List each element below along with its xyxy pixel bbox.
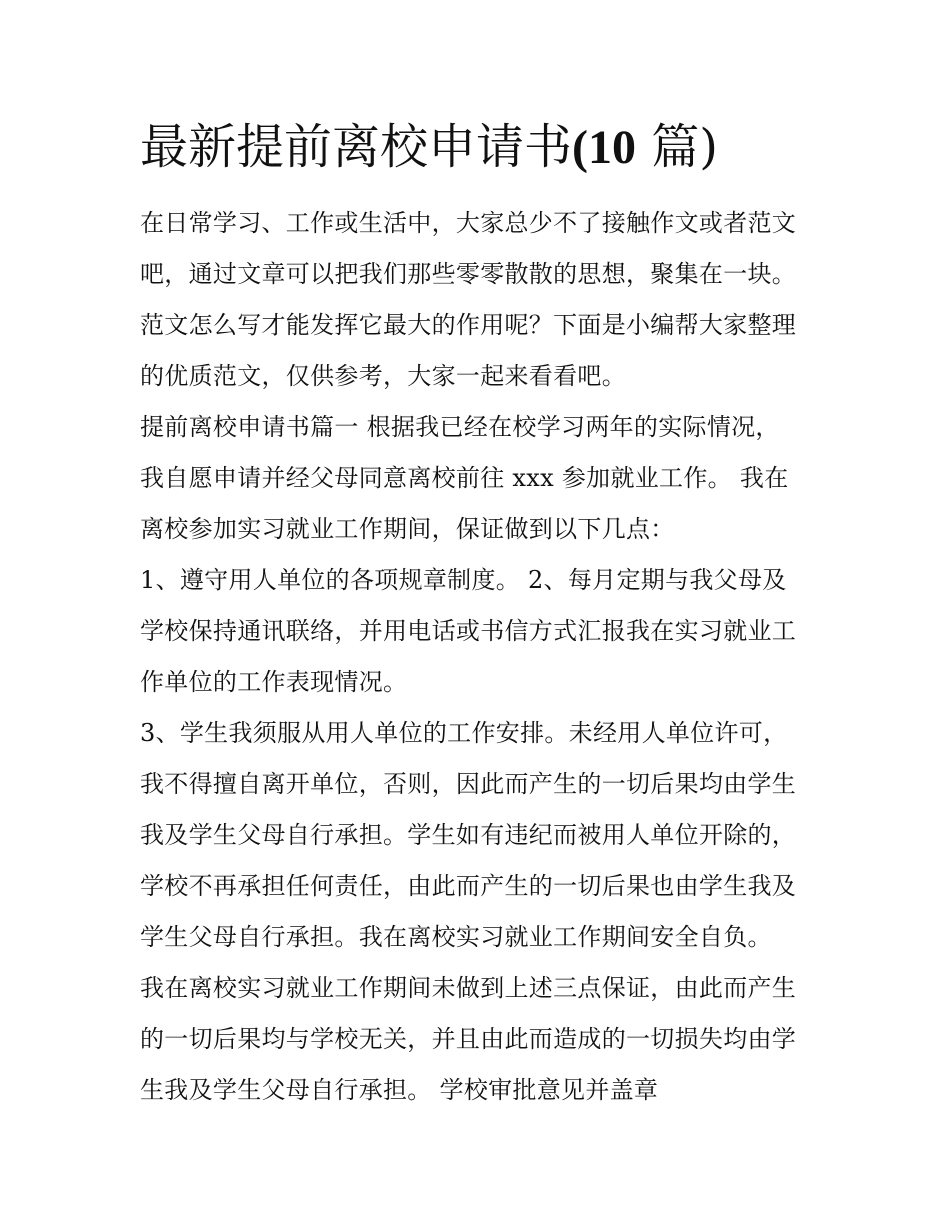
title-text: 最新提前离校申请书 bbox=[140, 119, 573, 175]
text-line: 吧，通过文章可以把我们那些零零散散的思想，聚集在一块。 bbox=[140, 260, 797, 288]
text-line: 的一切后果均与学校无关，并且由此而造成的一切损失均由学 bbox=[140, 1025, 797, 1053]
text-line: 在日常学习、工作或生活中，大家总少不了接触作文或者范文 bbox=[140, 209, 797, 237]
text-line: 1、遵守用人单位的各项规章制度。 2、每月定期与我父母及 bbox=[140, 566, 787, 594]
text-line: 作单位的工作表现情况。 bbox=[140, 668, 408, 696]
text-line: 学校保持通讯联络，并用电话或书信方式汇报我在实习就业工 bbox=[140, 617, 797, 645]
text-line: 离校参加实习就业工作期间，保证做到以下几点： bbox=[140, 515, 675, 543]
title-suffix: 篇) bbox=[636, 119, 718, 175]
text-line: 学生父母自行承担。我在离校实习就业工作期间安全自负。 bbox=[140, 923, 772, 951]
text-line: 的优质范文，仅供参考，大家一起来看看吧。 bbox=[140, 362, 626, 390]
text-line: 生我及学生父母自行承担。 学校审批意见并盖章 bbox=[140, 1076, 659, 1104]
text-line: 范文怎么写才能发挥它最大的作用呢？下面是小编帮大家整理 bbox=[140, 311, 797, 339]
text-line: 我及学生父母自行承担。学生如有违纪而被用人单位开除的， bbox=[140, 821, 797, 849]
document-body bbox=[140, 198, 820, 1116]
text-line: 学校不再承担任何责任，由此而产生的一切后果也由学生我及 bbox=[140, 872, 797, 900]
text-line: 提前离校申请书篇一 根据我已经在校学习两年的实际情况， bbox=[140, 413, 780, 441]
title-count: (10 bbox=[572, 121, 636, 174]
text-line: 3、学生我须服从用人单位的工作安排。未经用人单位许可， bbox=[140, 719, 788, 747]
text-line: 我自愿申请并经父母同意离校前往 xxx 参加就业工作。 我在 bbox=[140, 464, 789, 492]
document-title bbox=[140, 112, 718, 183]
text-line: 我不得擅自离开单位，否则，因此而产生的一切后果均由学生 bbox=[140, 770, 797, 798]
text-line: 我在离校实习就业工作期间未做到上述三点保证，由此而产生 bbox=[140, 974, 797, 1002]
